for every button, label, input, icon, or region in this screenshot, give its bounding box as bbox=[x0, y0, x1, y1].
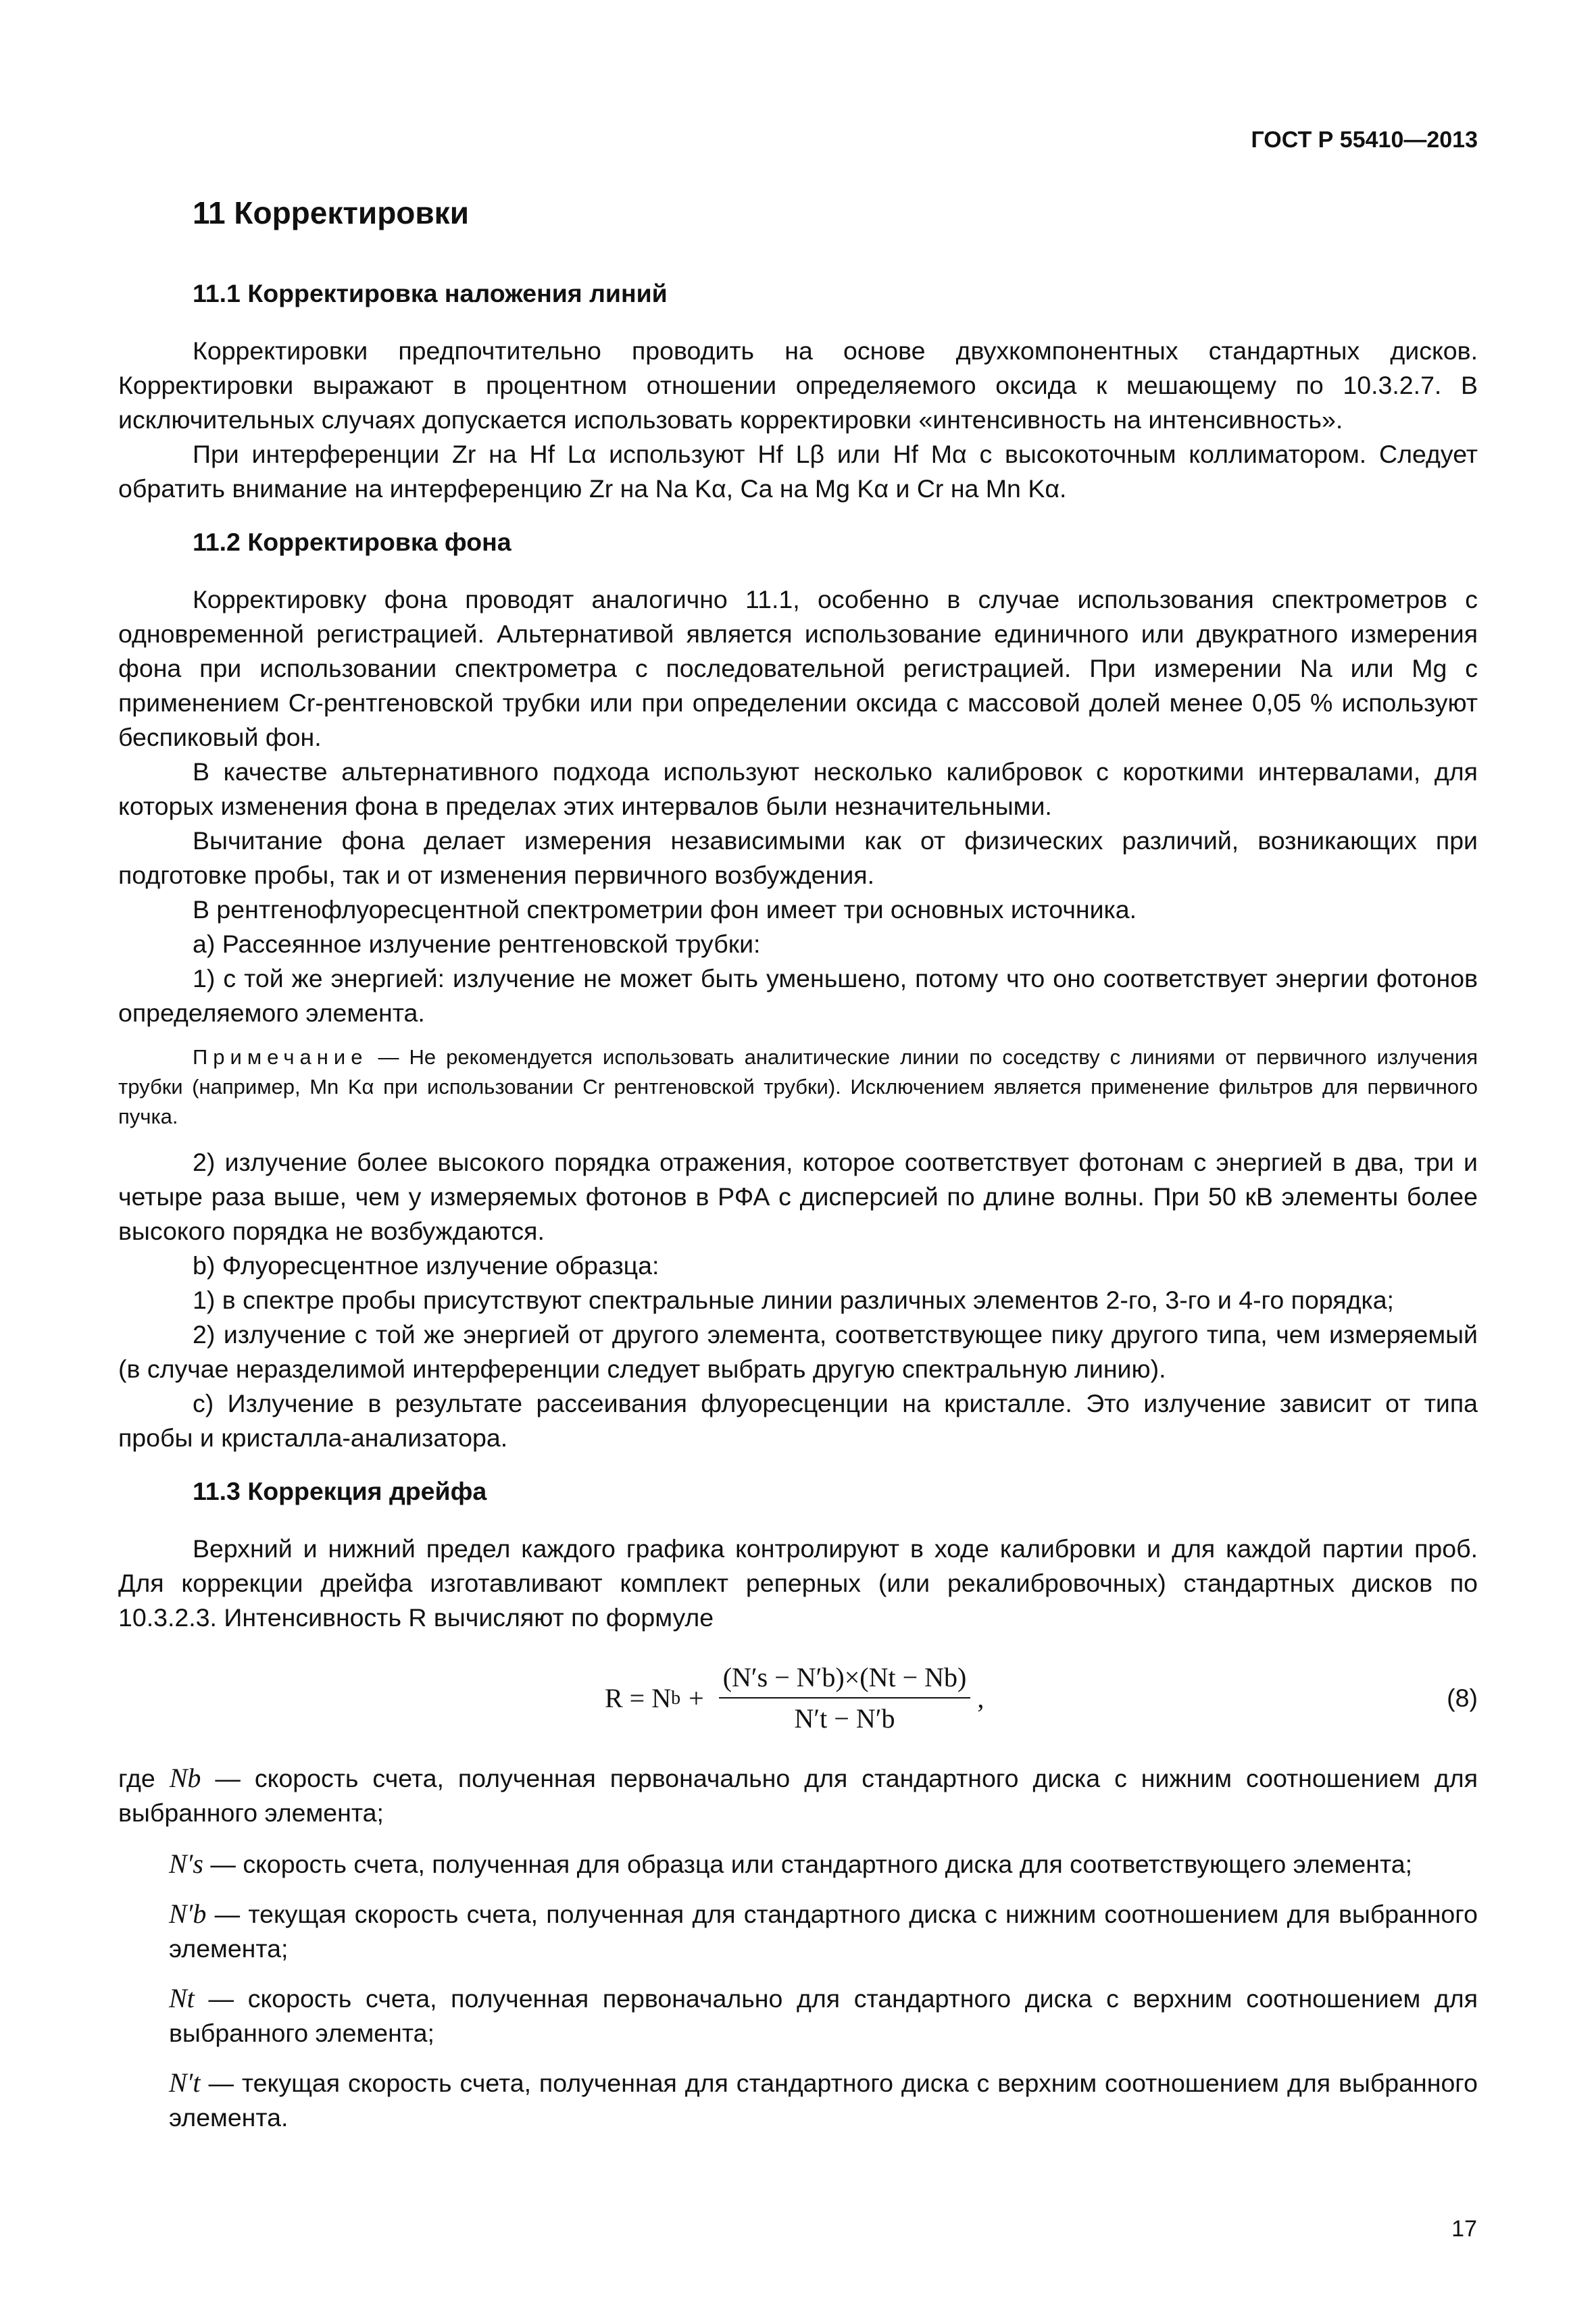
list-item: c) Излучение в результате рассеивания флуоресценции на кристалле. Это излучение зависит от типа пробы и кристалла-анализатора. bbox=[118, 1389, 1478, 1452]
subsection-title-11-3: 11.3 Коррекция дрейфа bbox=[193, 1477, 487, 1505]
note-text: — Не рекомендуется использовать аналитические линии по соседству с линиями от первичного излучения трубки (например, Mn Kα при использовании Cr рентгеновской трубки). Исключением является применение фильтров для первичного пучка. bbox=[118, 1045, 1478, 1128]
formula-denominator: N′t − N′b bbox=[794, 1703, 895, 1734]
formula-numerator: (N′s − N′b)×(Nt − Nb) bbox=[719, 1660, 971, 1699]
list-item: b) Флуоресцентное излучение образца: bbox=[193, 1251, 659, 1280]
document-header: ГОСТ Р 55410—2013 bbox=[1251, 127, 1478, 153]
definition-item bbox=[118, 1761, 1478, 1830]
note-label: Примечание bbox=[193, 1045, 368, 1069]
definition-symbol: N′s bbox=[169, 1848, 203, 1879]
list-item: a) Рассеянное излучение рентгеновской трубки: bbox=[193, 930, 761, 958]
definition-symbol: Nt bbox=[169, 1983, 195, 2013]
formula-lhs: R = N bbox=[605, 1682, 672, 1713]
subsection-title-11-2: 11.2 Корректировка фона bbox=[193, 528, 512, 556]
paragraph: Верхний и нижний предел каждого графика контролируют в ходе калибровки и для каждой партии проб. Для коррекции дрейфа изготавливают комплект реперных (или рекалибровочных) стандартных дисков по 10.3.2.3. Интенсивность R вычисляют по формуле bbox=[118, 1534, 1478, 1632]
definition-text: — текущая скорость счета, полученная для стандартного диска с нижним соотношением для выбранного элемента; bbox=[169, 1900, 1478, 1963]
definition-text: — скорость счета, полученная для образца или стандартного диска для соответствующего элемента; bbox=[210, 1850, 1413, 1878]
paragraph: Корректировки предпочтительно проводить на основе двухкомпонентных стандартных дисков. Корректировки выражают в процентном отношении определяемого оксида к мешающему по 10.3.2.7. В исключительных случаях допускается использовать корректировки «интенсивность на интенсивность». bbox=[118, 336, 1478, 434]
definition-item bbox=[118, 1981, 1478, 2051]
definition-text: — скорость счета, полученная первоначально для стандартного диска с нижним соотношением для выбранного элемента; bbox=[118, 1764, 1478, 1827]
paragraph: В качестве альтернативного подхода используют несколько калибровок с короткими интервалами, для которых изменения фона в пределах этих интервалов были незначительными. bbox=[118, 757, 1478, 820]
definition-item bbox=[118, 2065, 1478, 2135]
section-title: 11 Корректировки bbox=[193, 195, 469, 230]
list-item: 2) излучение более высокого порядка отражения, которое соответствует фотонам с энергией в два, три и четыре раза выше, чем у измеряемых фотонов в РФА с дисперсией по длине волны. При 50 кВ элементы более высокого порядка не возбуждаются. bbox=[118, 1148, 1478, 1245]
definitions-list bbox=[118, 1761, 1478, 2135]
page-number: 17 bbox=[1451, 2216, 1477, 2242]
where-label: где bbox=[118, 1764, 155, 1792]
definition-symbol: N′b bbox=[169, 1898, 207, 1929]
definition-text: — текущая скорость счета, полученная для стандартного диска с верхним соотношением для выбранного элемента. bbox=[169, 2069, 1478, 2132]
note bbox=[118, 1042, 1478, 1132]
subsection-title-11-1: 11.1 Корректировка наложения линий bbox=[193, 279, 668, 307]
equation-number: (8) bbox=[1447, 1683, 1478, 1712]
paragraph: Вычитание фона делает измерения независимыми как от физических различий, возникающих при подготовке пробы, так и от изменения первичного возбуждения. bbox=[118, 826, 1478, 889]
definition-item bbox=[118, 1846, 1478, 1882]
paragraph: Корректировку фона проводят аналогично 11.1, особенно в случае использования спектрометров с одновременной регистрацией. Альтернативой является использование единичного или двукратного измерения фона при использовании спектрометра с последовательной регистрацией. При измерении Na или Mg с применением Cr-рентгеновской трубки или при определении оксида с массовой долей менее 0,05 % используют беспиковый фон. bbox=[118, 585, 1478, 751]
formula-lhs-subscript: b bbox=[671, 1687, 681, 1709]
definition-symbol: Nb bbox=[169, 1763, 201, 1793]
formula-comma: , bbox=[977, 1682, 984, 1713]
list-item: 2) излучение с той же энергией от другого элемента, соответствующее пику другого типа, чем измеряемый (в случае неразделимой интерференции следует выбрать другую спектральную линию). bbox=[118, 1320, 1478, 1383]
list-item: 1) с той же энергией: излучение не может быть уменьшено, потому что оно соответствует энергии фотонов определяемого элемента. bbox=[118, 964, 1478, 1027]
formula-plus: + bbox=[689, 1682, 704, 1713]
formula-block bbox=[118, 1647, 1478, 1749]
paragraph: В рентгенофлуоресцентной спектрометрии фон имеет три основных источника. bbox=[193, 895, 1137, 924]
definition-text: — скорость счета, полученная первоначально для стандартного диска с верхним соотношением для выбранного элемента; bbox=[169, 1984, 1478, 2047]
definition-symbol: N′t bbox=[169, 2067, 201, 2098]
definition-item bbox=[118, 1896, 1478, 1966]
page-content bbox=[118, 196, 1478, 2150]
list-item: 1) в спектре пробы присутствуют спектральные линии различных элементов 2-го, 3-го и 4-го порядка; bbox=[193, 1286, 1394, 1314]
formula bbox=[605, 1660, 984, 1736]
paragraph: При интерференции Zr на Hf Lα используют Hf Lβ или Hf Mα с высокоточным коллиматором. Следует обратить внимание на интерференцию Zr на Na Kα, Ca на Mg Kα и Cr на Mn Kα. bbox=[118, 440, 1478, 503]
formula-fraction bbox=[719, 1660, 971, 1736]
